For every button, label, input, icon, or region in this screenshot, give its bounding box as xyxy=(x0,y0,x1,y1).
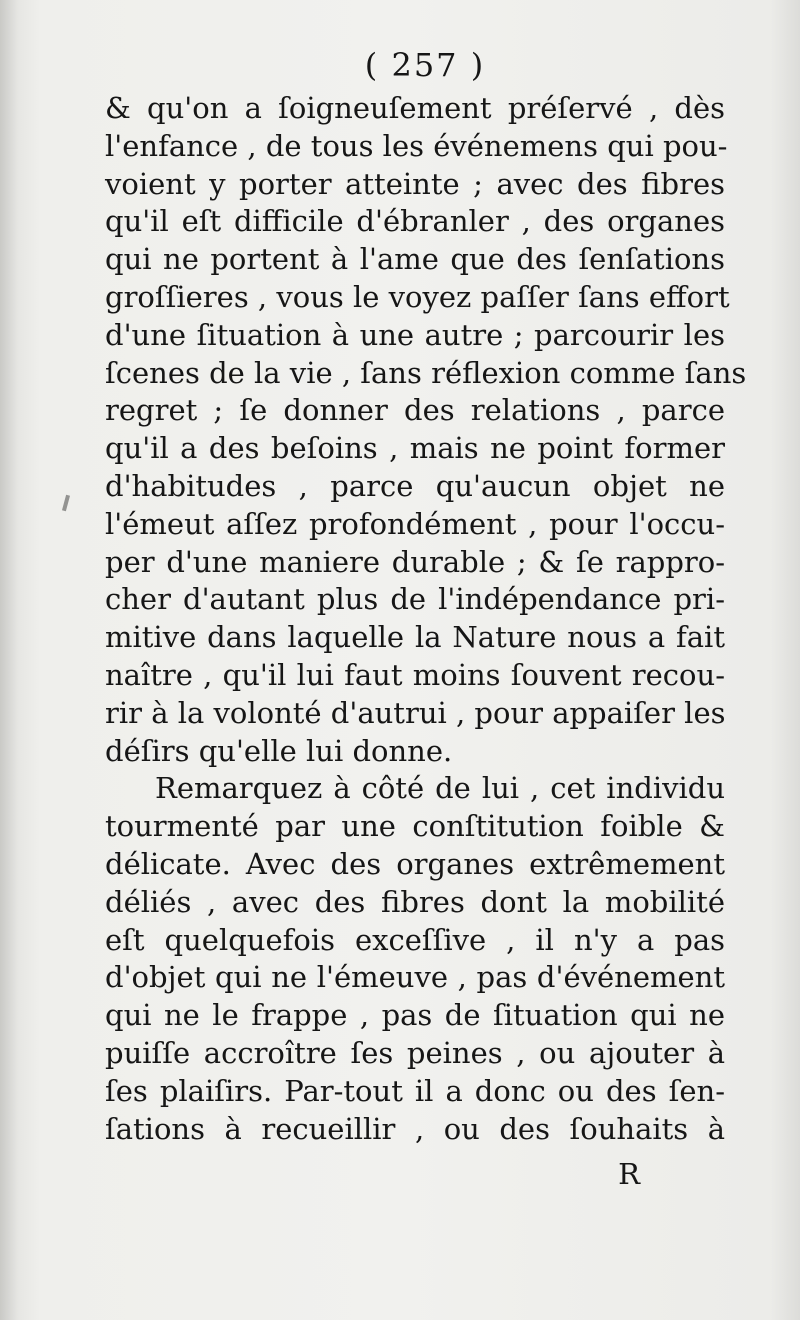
text-line: mitive dans laquelle la Nature nous a fait xyxy=(105,620,725,655)
text-line: l'enfance , de tous les événemens qui pou- xyxy=(105,128,728,163)
text-line: rir à la volonté d'autrui , pour appaiſer les xyxy=(105,695,726,730)
text-line: ſations à recueillir , ou des ſouhaits à xyxy=(105,1111,725,1146)
catchword: R xyxy=(618,1157,640,1192)
text-line: ſcenes de la vie , ſans réflexion comme ſans xyxy=(105,355,747,390)
text-line: Remarquez à côté de lui , cet individu xyxy=(155,771,725,806)
page-text xyxy=(100,40,747,1194)
text-line: délicate. Avec des organes extrêmement xyxy=(105,846,725,881)
text-line: qu'il a des beſoins , mais ne point former xyxy=(105,431,725,466)
text-line: qui ne le frappe , pas de ſituation qui ne xyxy=(105,998,725,1033)
text-line: cher d'autant plus de l'indépendance pri- xyxy=(105,582,725,617)
text-line: & qu'on a ſoigneuſement préſervé , dès xyxy=(105,91,725,125)
text-line: naître , qu'il lui faut moins ſouvent recou- xyxy=(105,657,725,692)
text-line: tourmenté par une conſtitution foible & xyxy=(105,809,725,844)
text-line: d'habitudes , parce qu'aucun objet ne xyxy=(105,468,725,503)
text-line: ſes plaiſirs. Par-tout il a donc ou des ſen- xyxy=(105,1073,725,1108)
text-line: d'une ſituation à une autre ; parcourir les xyxy=(105,317,725,352)
text-line: déliés , avec des fibres dont la mobilité xyxy=(105,884,725,919)
text-line: déſirs qu'elle lui donne. xyxy=(105,733,453,768)
text-line: puiſſe accroître ſes peines , ou ajouter à xyxy=(105,1035,725,1070)
text-line: eſt quelquefois exceſſive , il n'y a pas xyxy=(105,922,725,957)
paragraph-2 xyxy=(100,770,740,1148)
text-line: d'objet qui ne l'émeuve , pas d'événement xyxy=(105,960,725,995)
paragraph-1 xyxy=(100,90,747,770)
text-line: l'émeut aſſez profondément , pour l'occu- xyxy=(105,506,725,541)
text-line: per d'une maniere durable ; & ſe rappro- xyxy=(105,544,725,579)
text-line: qui ne portent à l'ame que des ſenſations xyxy=(105,242,725,277)
text-line: regret ; ſe donner des relations , parce xyxy=(105,393,725,428)
text-line: groſſieres , vous le voyez paſſer ſans effort xyxy=(105,279,730,314)
page-number: ( 257 ) xyxy=(364,46,486,84)
text-line: voient y porter atteinte ; avec des fibres xyxy=(105,166,725,201)
ink-mark xyxy=(62,495,70,511)
text-line: qu'il eſt difficile d'ébranler , des organes xyxy=(105,204,725,239)
